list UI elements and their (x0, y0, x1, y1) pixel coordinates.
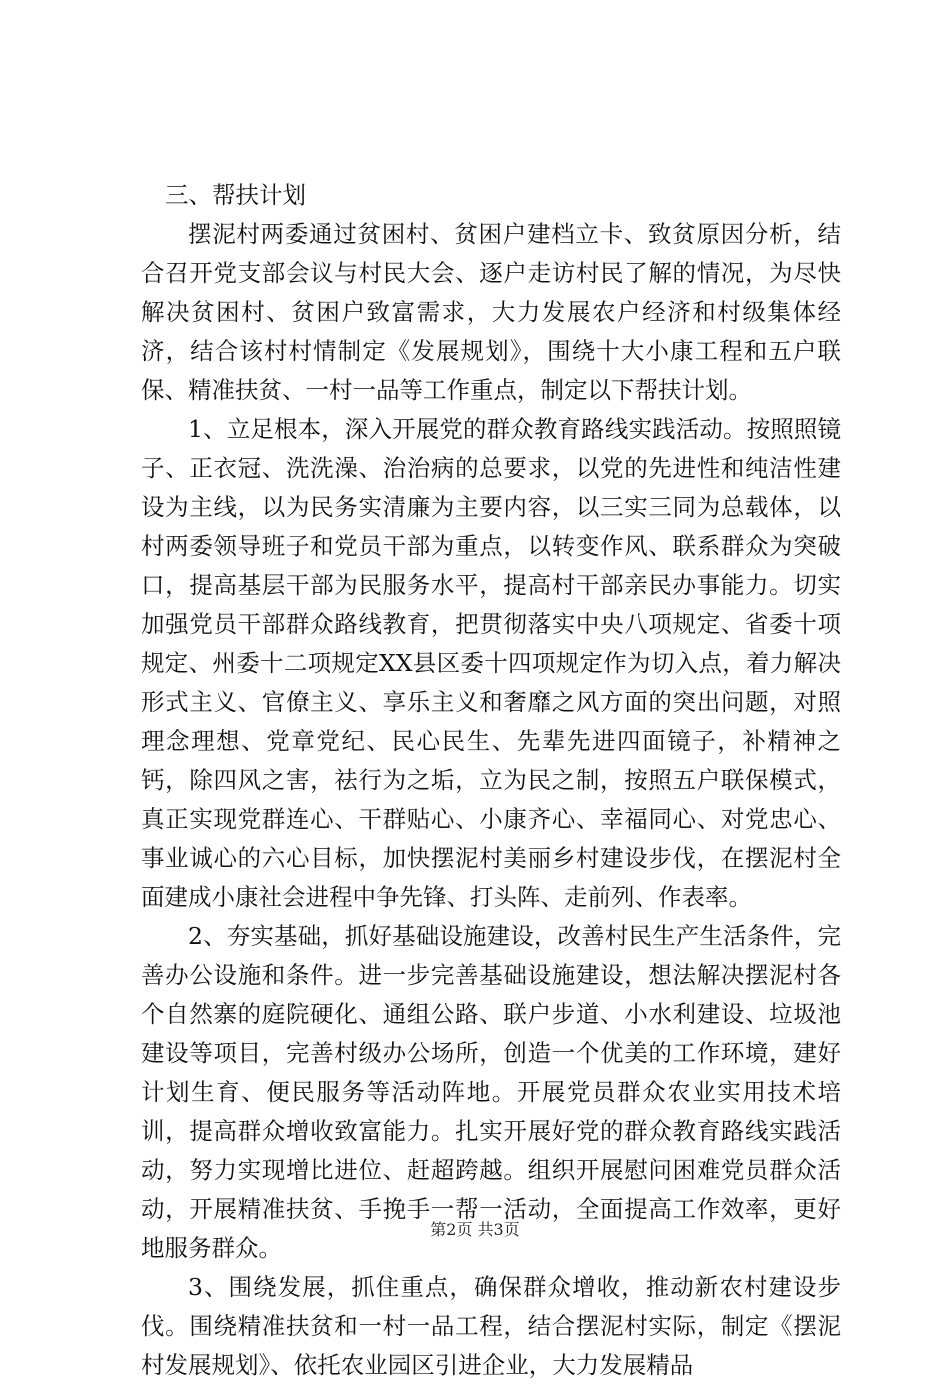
page-footer: 第2页 共3页 (430, 1220, 520, 1239)
plan-item-3-paragraph: 3、围绕发展，抓住重点，确保群众增收，推动新农村建设步伐。围绕精准扶贫和一村一品工程，结合摆泥村实际，制定《摆泥村发展规划》、依托农业园区引进企业，大力发展精品 (141, 1273, 841, 1379)
document-body (141, 176, 841, 1385)
plan-item-1-paragraph: 1、立足根本，深入开展党的群众教育路线实践活动。按照照镜子、正衣冠、洗洗澡、治治病的总要求，以党的先进性和纯洁性建设为主线，以为民务实清廉为主要内容，以三实三同为总载体，以村两委领导班子和党员干部为重点，以转变作风、联系群众为突破口，提高基层干部为民服务水平，提高村干部亲民办事能力。切实加强党员干部群众路线教育，把贯彻落实中央八项规定、省委十项规定、州委十二项规定XX县区委十四项规定作为切入点，着力解决形式主义、官僚主义、享乐主义和奢靡之风方面的突出问题，对照理念理想、党章党纪、民心民生、先辈先进四面镜子，补精神之钙，除四风之害，祛行为之垢，立为民之制，按照五户联保模式，真正实现党群连心、干群贴心、小康齐心、幸福同心、对党忠心、事业诚心的六心目标，加快摆泥村美丽乡村建设步伐，在摆泥村全面建成小康社会进程中争先锋、打头阵、走前列、作表率。 (141, 415, 841, 911)
plan-item-2-paragraph: 2、夯实基础，抓好基础设施建设，改善村民生产生活条件，完善办公设施和条件。进一步完善基础设施建设，想法解决摆泥村各个自然寨的庭院硬化、通组公路、联户步道、小水利建设、垃圾池建设等项目，完善村级办公场所，创造一个优美的工作环境，建好计划生育、便民服务等活动阵地。开展党员群众农业实用技术培训，提高群众增收致富能力。扎实开展好党的群众教育路线实践活动，努力实现增比进位、赶超跨越。组织开展慰问困难党员群众活动，开展精准扶贫、手挽手一帮一活动，全面提高工作效率，更好地服务群众。 (141, 922, 841, 1262)
section-heading: 三、帮扶计划 (165, 181, 306, 209)
intro-paragraph: 摆泥村两委通过贫困村、贫困户建档立卡、致贫原因分析，结合召开党支部会议与村民大会、逐户走访村民了解的情况，为尽快解决贫困村、贫困户致富需求，大力发展农户经济和村级集体经济，结合该村村情制定《发展规划》，围绕十大小康工程和五户联保、精准扶贫、一村一品等工作重点，制定以下帮扶计划。 (141, 220, 841, 404)
